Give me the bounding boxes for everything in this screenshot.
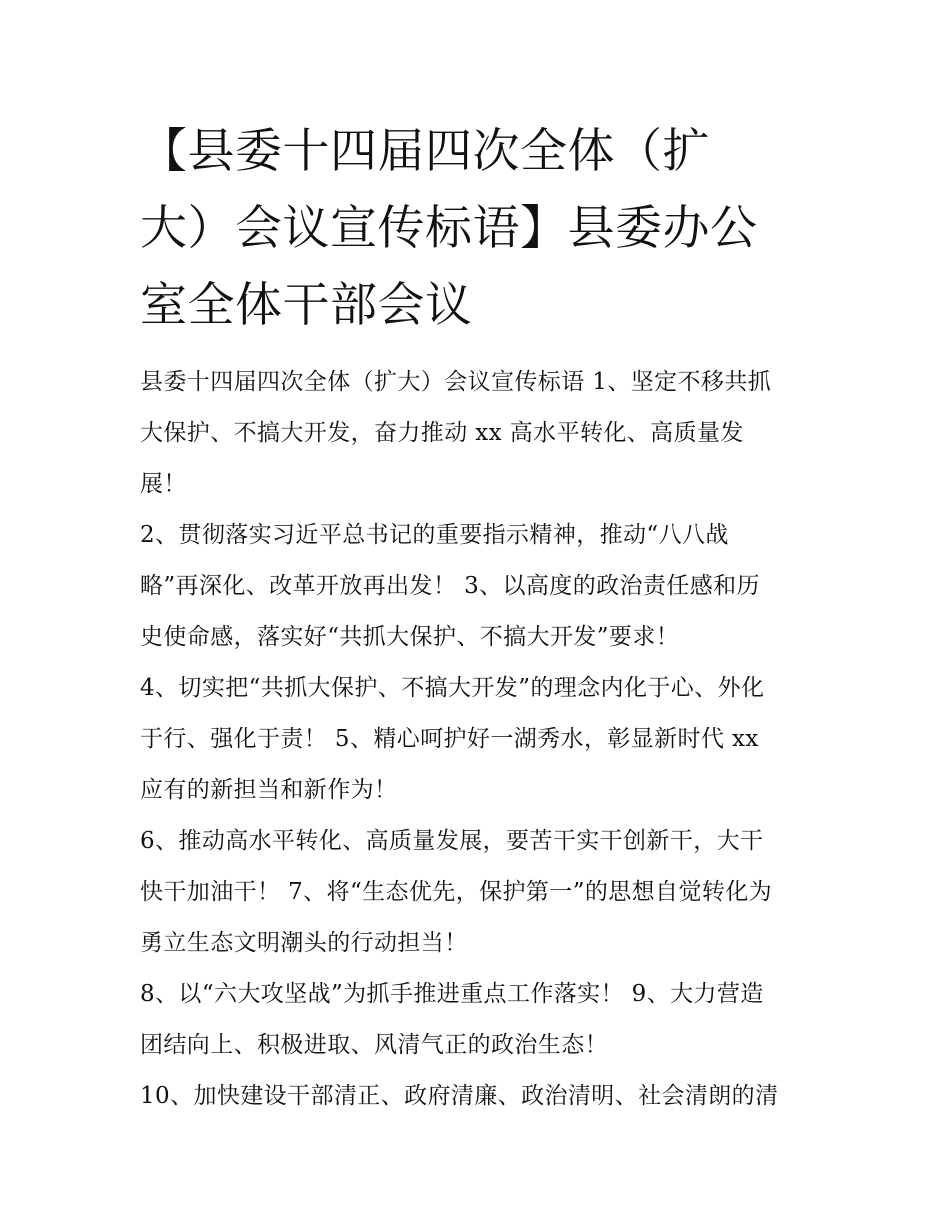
text-line: 团结向上、积极进取、风清气正的政治生态！: [140, 1032, 608, 1058]
text-line: 应有的新担当和新作为！: [140, 777, 398, 803]
text-line: 10、加快建设干部清正、政府清廉、政治清明、社会清朗的清: [140, 1083, 779, 1109]
text-line: 2、贯彻落实习近平总书记的重要指示精神，推动“八八战: [140, 522, 729, 548]
paragraph-slogans-4-5: [140, 663, 820, 816]
text-line: 6、推动高水平转化、高质量发展，要苦干实干创新干，大干: [140, 828, 764, 854]
text-line: 于行、强化于责！ 5、精心呵护好一湖秀水，彰显新时代 xx: [140, 726, 759, 752]
text-line: 快干加油干！ 7、将“生态优先，保护第一”的思想自觉转化为: [140, 879, 773, 905]
text-line: 大保护、不搞大开发，奋力推动 xx 高水平转化、高质量发: [140, 420, 744, 446]
document-title: [140, 113, 820, 344]
text-line: 8、以“六大攻坚战”为抓手推进重点工作落实！ 9、大力营造: [140, 981, 764, 1007]
paragraph-slogans-1: [140, 357, 820, 510]
paragraph-slogans-8-9: [140, 969, 820, 1071]
text-line: 4、切实把“共抓大保护、不搞大开发”的理念内化于心、外化: [140, 675, 765, 701]
title-line: 大）会议宣传标语】县委办公: [140, 201, 758, 256]
paragraph-slogans-6-7: [140, 816, 820, 969]
document-body: [140, 357, 820, 1122]
text-line: 展！: [140, 471, 187, 497]
paragraph-slogans-2-3: [140, 510, 820, 663]
text-line: 略”再深化、改革开放再出发！ 3、以高度的政治责任感和历: [140, 573, 760, 599]
title-line: 室全体干部会议: [140, 278, 473, 333]
text-line: 勇立生态文明潮头的行动担当！: [140, 930, 468, 956]
text-line: 县委十四届四次全体（扩大）会议宣传标语 1、坚定不移共抓: [140, 369, 772, 395]
paragraph-slogan-10: [140, 1071, 820, 1122]
title-line: 【县委十四届四次全体（扩: [140, 124, 710, 179]
text-line: 史使命感，落实好“共抓大保护、不搞大开发”要求！: [140, 624, 680, 650]
